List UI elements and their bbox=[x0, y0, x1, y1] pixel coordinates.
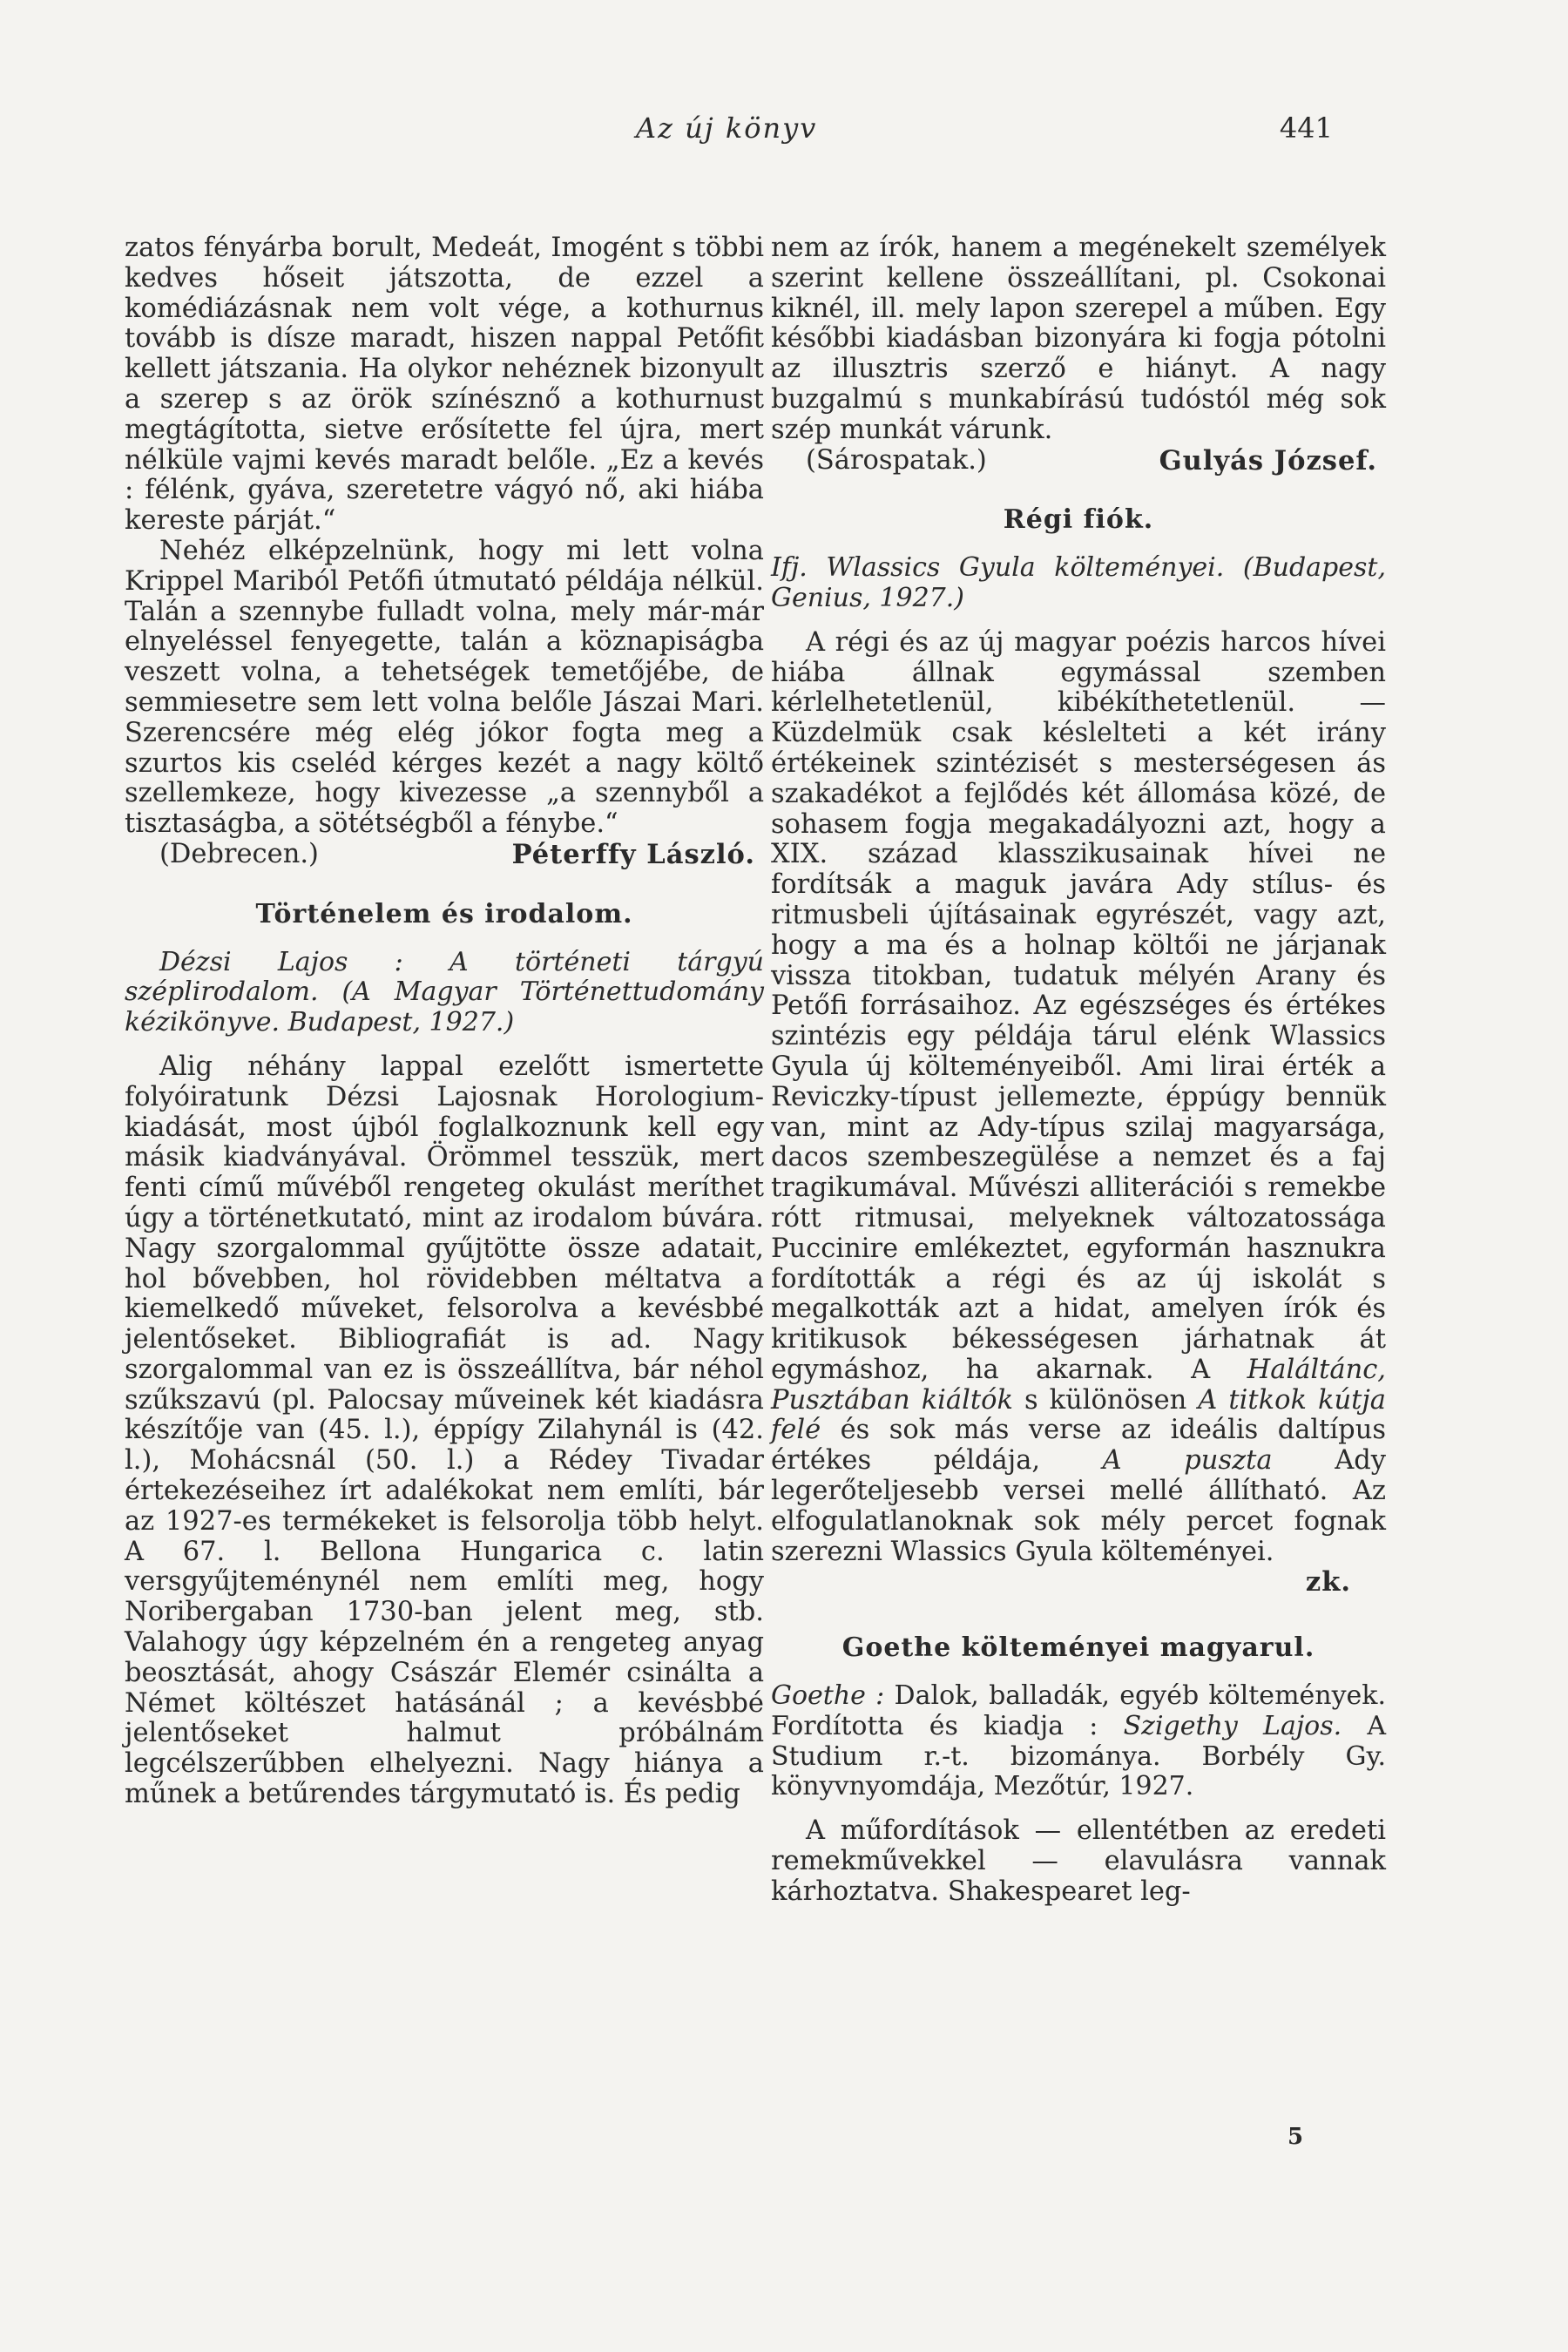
section-title: Goethe költeményei magyarul. bbox=[841, 1632, 1315, 1664]
author-signature: Péterffy László. bbox=[511, 838, 755, 870]
running-title: Az új könyv bbox=[636, 112, 818, 145]
section-title: Régi fiók. bbox=[1003, 504, 1154, 536]
paragraph bbox=[771, 628, 1386, 1568]
running-header bbox=[636, 112, 1333, 145]
paragraph: zatos fényárba borult, Medeát, Imogént s többi kedves hőseit játszotta, de ezzel a komédiázásnak nem volt vége, a kothurnus tovább is dísze maradt, hiszen nappal Petőfit kellett játszania. Ha olykor nehéznek bizonyult a szerep s az örök színésznő a kothurnust megtágította, sietve erősítette fel újra, mert nélküle vajmi kevés maradt belőle. „Ez a kevés : félénk, gyáva, szeretetre vágyó nő, aki hiába kereste párját.“ bbox=[125, 233, 764, 537]
paragraph: Nehéz elképzelnünk, hogy mi lett volna Krippel Mariból Petőfi útmutató példája nélkül. Talán a szennybe fulladt volna, mely már-már elnyeléssel fenyegette, talán a köznapiságba veszett volna, a tehetségek temetőjébe, de semmiesetre sem lett volna belőle Jászai Mari. Szerencsére még elég jókor fogta meg a szurtos kis cseléd kérges kezét a nagy költő szellemkeze, hogy kivezesse „a szennyből a tisztaságba, a sötétségből a fénybe.“ bbox=[125, 535, 764, 840]
italic-title: Haláltánc, Pusztában kiáltók bbox=[771, 1354, 1386, 1416]
author-signature: zk. bbox=[1305, 1566, 1351, 1598]
text: Ady legerőteljesebb versei mellé állítható. Az elfogulatlanoknak sok mély percet fognak szerezni Wlassics Gyula költeményei. bbox=[771, 1445, 1386, 1567]
author-signature: Gulyás József. bbox=[1159, 444, 1377, 476]
italic-title: A puszta bbox=[1102, 1445, 1273, 1477]
bib-title: A történeti tárgyú széplirodalom. (A Magyar Történettudomány kézikönyve. Budapest, 1927.) bbox=[125, 946, 764, 1038]
text: A régi és az új magyar poézis harcos hívei hiába állnak egymással szemben kérlelhetetlenül, kibékíthetetlenül. — Küzdelmük csak késlelteti a két irány értékeinek szintézisét s mesterségesen ás szakadékot a fejlődés két állomása közé, de sohasem fogja megakadályozni azt, hogy a XIX. század klasszikusainak hívei ne fordítsák a maguk javára Ady stílus- és ritmusbeli újításainak egyrészét, vagy azt, hogy a ma és a holnap költői ne járjanak vissza titokban, tudatuk mélyén Arany és Petőfi forrásaihoz. Az egészséges és értékes szintézis egy példája tárul elénk Wlassics Gyula új költeményeiből. Ami lirai érték a Reviczky-típust jellemezte, éppúgy bennük van, mint az Ady-típus szilaj magyarsága, dacos szembeszegülése a nemzet és a faj tragikumával. Művészi alliterációi s remekbe rótt ritmusai, melyeknek változatossága Puccinire emlékeztet, egyformán hasznukra fordították a régi és az új iskolát s megalkották azt a hidat, amelyen írók és kritikusok békességesen járhatnak át egymáshoz, ha akarnak. A bbox=[771, 626, 1386, 1385]
bib-translator: Szigethy Lajos. bbox=[1123, 1710, 1342, 1741]
paragraph: A műfordítások — ellentétben az eredeti remekművekkel — elavulásra vannak kárhoztatva. Shakespearet leg- bbox=[771, 1815, 1386, 1907]
review-signature-line bbox=[771, 446, 1386, 476]
page-number: 441 bbox=[1279, 112, 1333, 145]
italic-title: A titkok kútja felé bbox=[771, 1384, 1386, 1446]
bib-text: A Studium r.-t. bizománya. Borbély Gy. könyvnyomdája, Mezőtúr, 1927. bbox=[771, 1710, 1387, 1802]
place: (Debrecen.) bbox=[159, 838, 319, 869]
bibliographic-entry bbox=[771, 1681, 1386, 1802]
right-column bbox=[771, 233, 1386, 1908]
review-signature-line bbox=[125, 840, 764, 870]
section-title: Történelem és irodalom. bbox=[255, 898, 633, 929]
text: s különösen bbox=[1012, 1384, 1199, 1416]
bib-author: Dézsi Lajos : bbox=[159, 946, 403, 977]
bib-text: Dalok, balladák, egyéb költemények. Fordította és kiadja : bbox=[771, 1680, 1387, 1741]
text: és sok más verse az ideális daltípus értékes példája, bbox=[771, 1415, 1386, 1477]
left-column bbox=[125, 233, 764, 1810]
bibliographic-entry: Ifj. Wlassics Gyula költeményei. (Budapest, Genius, 1927.) bbox=[771, 552, 1386, 613]
signature-mark: 5 bbox=[1288, 2124, 1304, 2150]
place: (Sárospatak.) bbox=[806, 444, 987, 476]
bibliographic-entry bbox=[125, 948, 764, 1038]
paragraph: Alig néhány lappal ezelőtt ismertette folyóiratunk Dézsi Lajosnak Horologium-kiadását, most újból foglalkoznunk kell egy másik kiadványával. Örömmel tesszük, mert fenti című művéből rengeteg okulást meríthet úgy a történetkutató, mint az irodalom búvára. Nagy szorgalommal gyűjtötte össze adatait, hol bővebben, hol rövidebben méltatva a kiemelkedő műveket, felsorolva a kevésbbé jelentőseket. Bibliografiát is ad. Nagy szorgalommal van ez is összeállítva, bár néhol szűkszavú (pl. Palocsay műveinek két kiadásra készítője van (45. l.), éppígy Zilahynál is (42. l.), Mohácsnál (50. l.) a Rédey Tivadar értekezéseihez írt adalékokat nem említi, bár az 1927-es termékeket is felsorolja több helyt. A 67. l. Bellona Hungarica c. latin versgyűjteménynél nem említi meg, hogy Noribergaban 1730-ban jelent meg, stb. Valahogy úgy képzelném én a rengeteg anyag beosztását, ahogy Császár Elemér csinálta a Német költészet hatásánál ; a kevésbbé jelentőseket halmut próbálnám legcélszerűbben elhelyezni. Nagy hiánya a műnek a betűrendes tárgymutató is. És pedig bbox=[125, 1051, 764, 1810]
paragraph: nem az írók, hanem a megénekelt személyek szerint kellene összeállítani, pl. Csokonai kiknél, ill. mely lapon szerepel a műben. Egy későbbi kiadásban bizonyára ki fogja pótolni az illusztris szerző e hiányt. A nagy buzgalmú s munkabírású tudóstól még sok szép munkát várunk. bbox=[771, 233, 1386, 445]
bib-author: Goethe : bbox=[771, 1680, 885, 1712]
